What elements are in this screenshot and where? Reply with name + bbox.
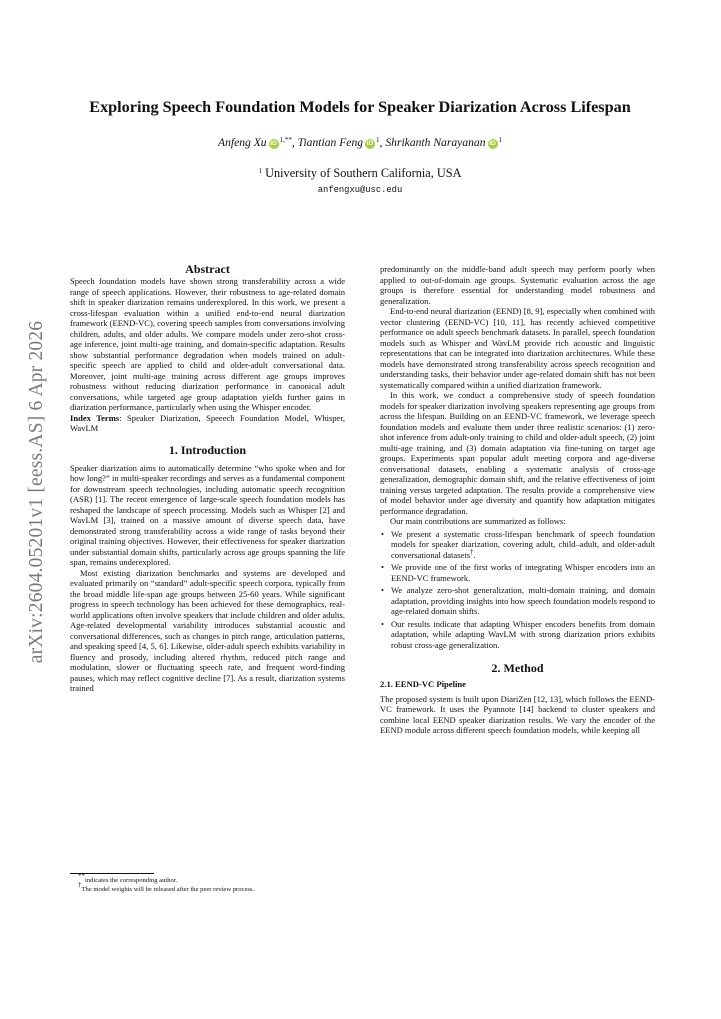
index-terms-text: : Speaker Diarization, Speeech Foundation Model, Whisper, WavLM xyxy=(70,412,345,433)
affiliation xyxy=(60,166,660,181)
intro-paragraph-3: predominantly on the middle-band adult speech may perform poorly when applied to out-of-domain age groups. Systematic evaluation across the age groups is therefore essential for understanding model robustness and generalization. xyxy=(380,264,655,306)
footnote-mark: ** xyxy=(78,872,85,880)
affiliation-name: University of Southern California, USA xyxy=(265,166,462,180)
author-affiliation-mark: 1 xyxy=(498,136,502,144)
orcid-icon[interactable]: iD xyxy=(489,140,496,147)
author-affiliation-mark: 1,** xyxy=(279,136,292,144)
intro-paragraph-4: End-to-end neural diarization (EEND) [8, 9], especially when combined with vector clustering (EEND-VC) [10, 11], has recently achieved competitive performance on adult speech benchmark datasets. In parallel, speech foundation models such as Whisper and WavLM provide rich acoustic and linguistic representations that can be integrated into diarization architectures. While these models have demonstrated strong transferability across speech recognition and understanding tasks, their behavior under age-related domain shift has not been systematically compared within a unified diarization framework. xyxy=(380,306,655,390)
introduction-heading: 1. Introduction xyxy=(168,442,247,457)
intro-paragraph-5: In this work, we conduct a comprehensive study of speech foundation models for speaker diarization involving speakers representing age groups from across the lifespan. Building on an EEND-VC framework, we leverage speech foundation models and evaluate them under three realistic scenarios: (1) zero-shot inference from adult-only training to child and older-adult speech, (2) joint multi-age training, and (3) domain adaptation via fine-tuning on target age groups. Experiments span popular adult meeting corpora and age-diverse conversational datasets, enabling a systematic analysis of cross-age generalization, demographic domain shift, and the relative effectiveness of joint training versus targeted adaptation. The results provide a comprehensive view of model behavior under age diversity and quantify how adaptation mitigates performance degradation. xyxy=(380,390,655,516)
list-item: • We present a systematic cross-lifespan benchmark of speech foundation models for speaker diarization, covering adult, child–adult, and older-adult conversational datasets†. xyxy=(380,529,655,561)
footnote-mark: † xyxy=(470,547,474,556)
list-item: • We provide one of the first works of integrating Whisper encoders into an EEND-VC framework. xyxy=(380,562,655,583)
contributions-list xyxy=(380,529,655,651)
author-list: Anfeng Xu iD $^{1,**}$, Tiantian Feng iD $^1$, Shrikanth Narayanan iD $^1$ xyxy=(217,136,502,149)
author-email[interactable]: anfengxu@usc.edu xyxy=(317,185,403,195)
intro-paragraph-2: Most existing diarization benchmarks and systems are developed and evaluated primarily on “standard” adult-specific speech corpora, typically from the broad middle life-span age groups between 25-60 years. While significant progress in speech technology has been achieved for these demographics, real-world applications often involve speakers that include children and older adults. Age-related developmental variability introduces substantial acoustic and conversational differences, such as changes in pitch range, articulation patterns, and speaking speed [4, 5, 6]. Likewise, older-adult speech exhibits variability in fluency and prosody, including altered rhythm, reduced pitch range and modulation, slower or fluctuating speech rate, and frequent word-finding pauses, which may reflect cognitive decline [7]. As a result, diarization systems trained xyxy=(70,567,345,693)
footnote-mark: † xyxy=(78,881,82,889)
index-terms-label: Index Terms xyxy=(70,412,120,423)
footnote-corresponding: **indicates the corresponding author. xyxy=(78,872,178,884)
list-item: • We analyze zero-shot generalization, multi-domain training, and domain adaptation, providing insights into how speech foundation models respond to age-related domain shifts. xyxy=(380,585,655,617)
right-column xyxy=(380,264,655,736)
left-column xyxy=(70,262,345,694)
intro-paragraph-6: Our main contributions are summarized as follows: xyxy=(390,516,566,526)
author-affiliation-mark: 1 xyxy=(376,136,380,144)
intro-paragraph-1: Speaker diarization aims to automatically determine “who spoke when and for how long?” in multi-speaker recordings and serves as a fundamental component for downstream speech technologies, including automatic speech recognition (ASR) [1]. The recent emergence of large-scale speech foundation models has reshaped the landscape of speech processing. Models such as Whisper [2] and WavLM [3], trained on a massive amount of diverse speech data, have demonstrated strong transferability across a wide range of tasks beyond their original training objectives. However, their effectiveness for speaker diarization under substantial domain shifts, particularly across age groups spanning the life span, remains underexplored. xyxy=(70,462,345,567)
list-item: • Our results indicate that adapting Whisper encoders benefits from domain adaptation, while adapting WavLM with strong diarization priors exhibits robust cross-age generalization. xyxy=(380,619,655,651)
orcid-icon[interactable]: iD xyxy=(366,140,374,147)
method-heading: 2. Method xyxy=(491,661,544,675)
affiliation-mark: 1 xyxy=(258,167,263,175)
index-terms xyxy=(70,413,345,434)
arxiv-side-label xyxy=(22,292,52,692)
footnote-weights: †The model weights will be released after the peer review process. xyxy=(78,881,255,893)
method-subsection-heading: 2.1. EEND-VC Pipeline xyxy=(380,679,466,689)
footnotes xyxy=(70,872,345,894)
method-paragraph-1: The proposed system is built upon DiariZen [12, 13], which follows the EEND-VC framework. It uses the Pyannote [14] backend to cluster speakers and combine local EEND speaker diarization results. We vary the encoder of the EEND module across different speech foundation models, while keeping all xyxy=(380,693,655,735)
author-name: Anfeng Xu xyxy=(217,136,267,149)
author-name: Shrikanth Narayanan xyxy=(385,136,486,149)
arxiv-id: arXiv:2604.05201v1 [eess.AS] 6 Apr 2026 xyxy=(26,320,47,664)
abstract-text: Speech foundation models have shown strong transferability across a wide range of speech applications. However, their robustness to age-related domain shift in speaker diarization remains underexplored. In this work, we present a cross-lifespan evaluation within a unified end-to-end neural diarization framework (EEND-VC), covering speech samples from conversations involving children, adults, and older adults. We compare models under zero-shot cross-age inference, joint multi-age training, and domain-specific adaptation. Results show substantial performance degradation when models trained on adult-specific speech are applied to child and older-adult conversational data. Moreover, joint multi-age training across different age groups improves robustness without reducing diarization performance in canonical adult conversations, while targeted age group adaptation yields further gains in diarization performance, particularly when using the Whisper encoder. xyxy=(70,276,345,412)
paper-title: Exploring Speech Foundation Models for Speaker Diarization Across Lifespan xyxy=(89,98,631,116)
abstract-heading: Abstract xyxy=(185,262,230,276)
orcid-icon[interactable]: iD xyxy=(270,140,277,147)
author-name: Tiantian Feng xyxy=(297,136,364,149)
